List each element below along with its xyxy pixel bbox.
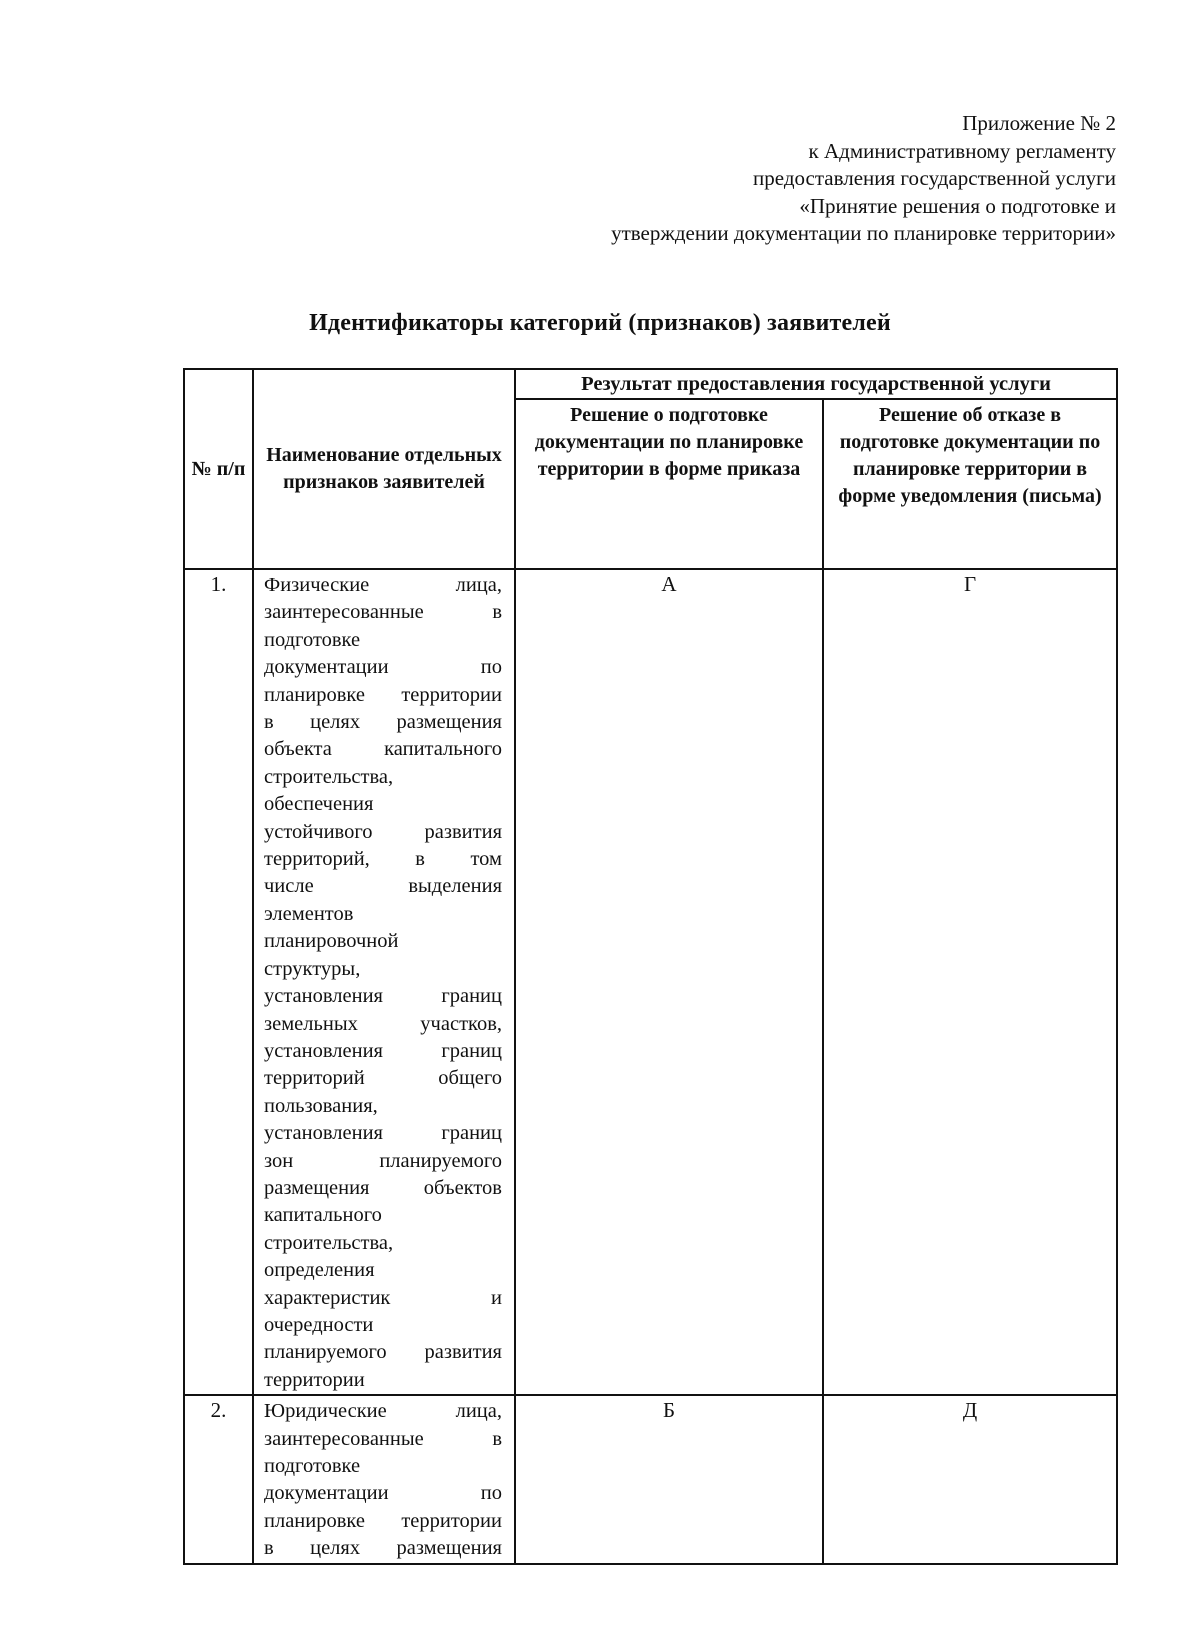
description-line: территорий общего (264, 1067, 502, 1090)
appendix-line: предоставления государственной услуги (753, 166, 1116, 190)
table-row (184, 1395, 1117, 1563)
description-line: планировке территории (264, 1509, 502, 1532)
row-number: 2. (184, 1395, 253, 1563)
description-line: обеспечения (264, 793, 374, 816)
header-number (184, 369, 253, 569)
description-line: заинтересованные в (264, 1427, 502, 1450)
row-description (253, 1395, 515, 1563)
applicant-categories-table (183, 368, 1118, 1565)
appendix-header (611, 110, 1116, 248)
description-line: зон планируемого (264, 1149, 502, 1172)
appendix-line: утверждении документации по планировке территории» (611, 221, 1116, 245)
description-line: подготовке (264, 1455, 361, 1477)
header-result-decision: Решение о подготовке документации по планировке территории в форме приказа (515, 399, 823, 569)
description-line: планировочной (264, 930, 399, 953)
row-refusal-code: Г (823, 569, 1117, 1395)
row-number: 1. (184, 569, 253, 1395)
description-line: земельных участков, (264, 1012, 502, 1035)
description-line: очередности (264, 1313, 374, 1336)
header-name (253, 369, 515, 569)
description-line: устойчивого развития (264, 820, 502, 843)
table-row (184, 569, 1117, 1395)
row-description (253, 569, 515, 1395)
header-number-text: № п/п (191, 457, 246, 480)
description-line: характеристик и (264, 1286, 502, 1309)
description-line: документации по (264, 656, 502, 679)
description-line: документации по (264, 1482, 502, 1505)
description-line: объекта капитального (264, 738, 502, 761)
description-line: элементов (264, 902, 354, 925)
description-line: планируемого развития (264, 1341, 502, 1364)
description-line: подготовке (264, 628, 361, 651)
description-line: строительства, (264, 765, 394, 788)
description-line: структуры, (264, 957, 361, 980)
row-refusal-code: Д (823, 1395, 1117, 1563)
description-line: определения (264, 1259, 375, 1282)
description-line: Юридические лица, (264, 1400, 502, 1423)
appendix-line: Приложение № 2 (962, 111, 1116, 135)
description-line: в целях размещения (264, 711, 502, 734)
document-title: Идентификаторы категорий (признаков) заявителей (309, 310, 891, 336)
description-line: установления границ (264, 1039, 502, 1062)
description-line: территории (264, 1368, 365, 1391)
description-line: в целях размещения (264, 1537, 502, 1560)
description-line: заинтересованные в (264, 601, 502, 624)
description-line: установления границ (264, 1122, 502, 1145)
description-line: территорий, в том (264, 848, 502, 871)
description-line: пользования, (264, 1094, 378, 1117)
row-decision-code: Б (515, 1395, 823, 1563)
description-line: Физические лица, (264, 574, 502, 596)
appendix-line: к Административному регламенту (808, 138, 1116, 163)
row-decision-code: А (515, 569, 823, 1395)
header-result-group: Результат предоставления государственной услуги (515, 369, 1117, 399)
description-line: планировке территории (264, 683, 502, 706)
description-line: капитального (264, 1204, 382, 1227)
description-line: строительства, (264, 1231, 394, 1254)
description-line: установления границ (264, 985, 502, 1008)
header-result-refusal: Решение об отказе в подготовке документации по планировке территории в форме уведомления (письма) (823, 399, 1117, 569)
description-line: размещения объектов (264, 1176, 502, 1199)
table-header-row (184, 369, 1117, 399)
header-name-text: Наименование отдельных признаков заявителей (266, 444, 502, 493)
description-line: числе выделения (264, 875, 502, 898)
appendix-line: «Принятие решения о подготовке и (799, 193, 1116, 218)
